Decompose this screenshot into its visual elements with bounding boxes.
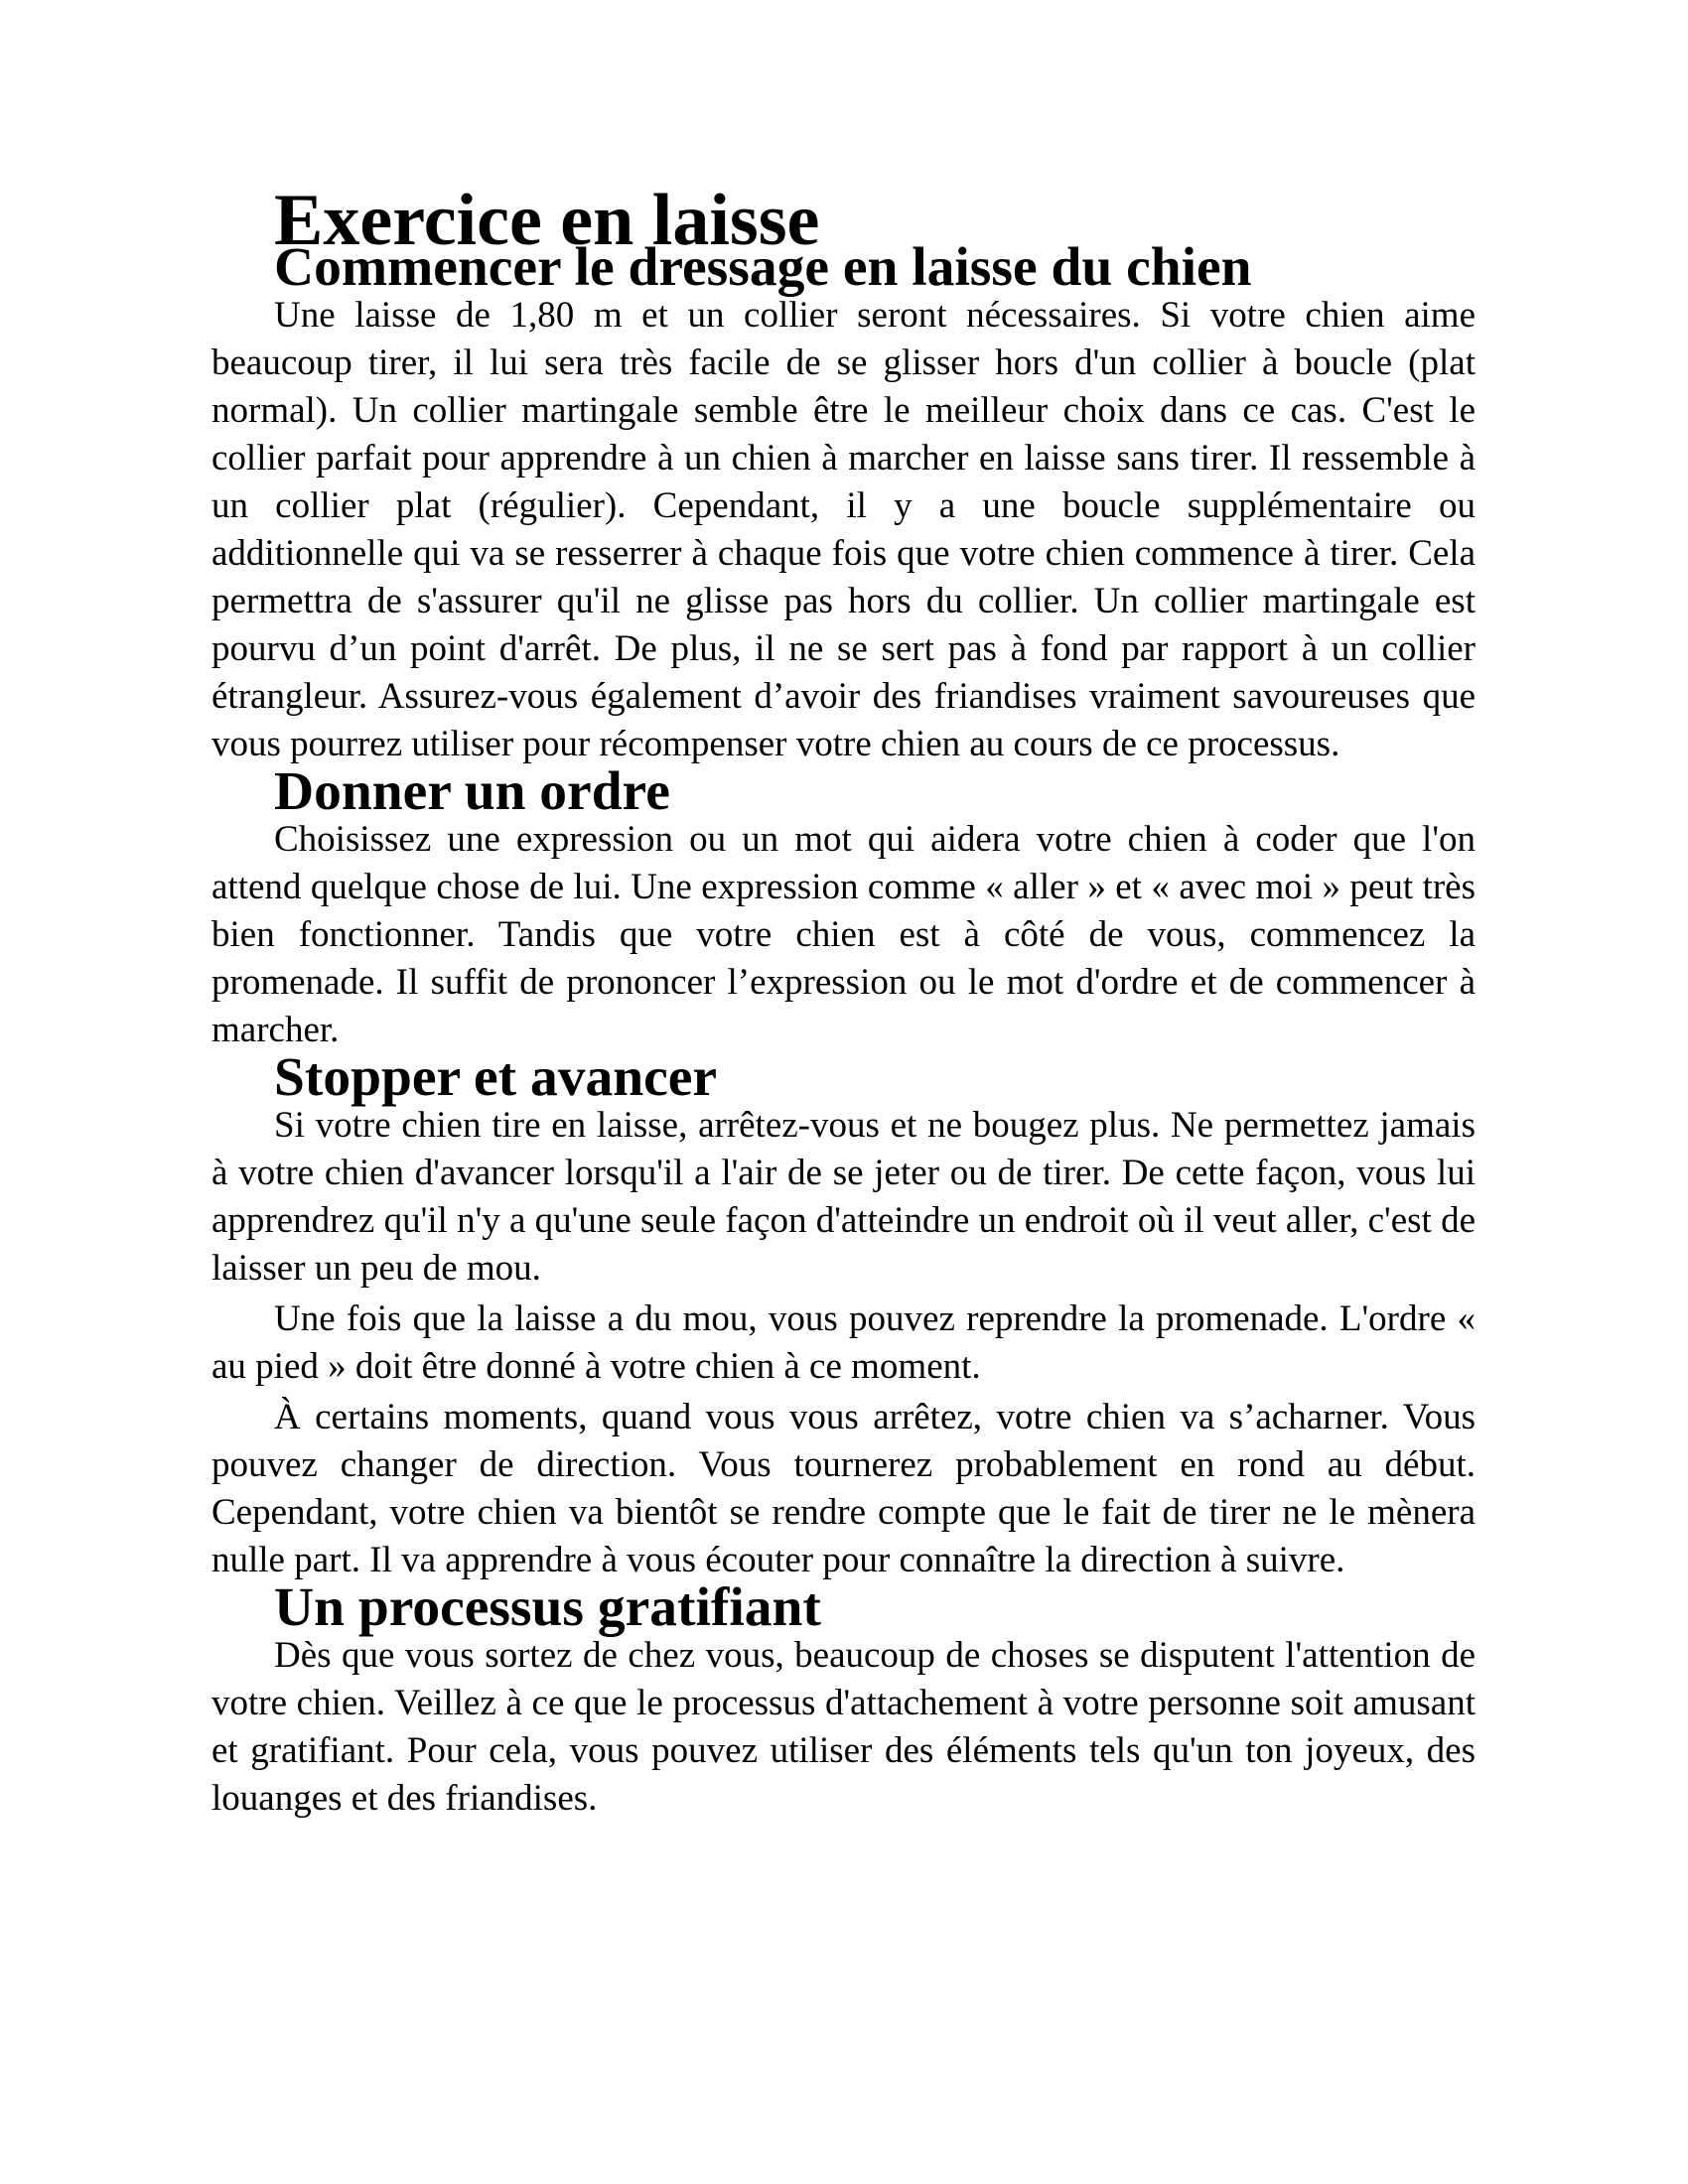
paragraph-equipment: Une laisse de 1,80 m et un collier seront nécessaires. Si votre chien aime beaucoup tirer, il lui sera très facile de se glisser hors d'un collier à boucle (plat normal). Un collier martingale semble être le meilleur choix dans ce cas. C'est le collier parfait pour apprendre à un chien à marcher en laisse sans tirer. Il ressemble à un collier plat (régulier). Cependant, il y a une boucle supplémentaire ou additionnelle qui va se resserrer à chaque fois que votre chien commence à tirer. Cela permettra de s'assurer qu'il ne glisse pas hors du collier. Un collier martingale est pourvu d’un point d'arrêt. De plus, il ne se sert pas à fond par rapport à un collier étrangleur. Assurez-vous également d’avoir des friandises vraiment savoureuses que vous pourrez utiliser pour récompenser votre chien au cours de ce processus. (211, 295, 1476, 764)
paragraph-stop: Si votre chien tire en laisse, arrêtez-vous et ne bougez plus. Ne permettez jamais à votre chien d'avancer lorsqu'il a l'air de se jeter ou de tirer. De cette façon, vous lui apprendrez qu'il n'y a qu'une seule façon d'atteindre un endroit où il veut aller, c'est de laisser un peu de mou. (211, 1105, 1476, 1289)
heading-stop-and-go: Stopper et avancer (274, 1047, 717, 1108)
heading-start-leash-training: Commencer le dressage en laisse du chien (274, 237, 1252, 298)
paragraph-change-direction: À certains moments, quand vous vous arrêtez, votre chien va s’acharner. Vous pouvez changer de direction. Vous tournerez probablement en rond au début. Cependant, votre chien va bientôt se rendre compte que le fait de tirer ne le mènera nulle part. Il va apprendre à vous écouter pour connaître la direction à suivre. (211, 1397, 1476, 1580)
section-title: Exercice en laisse (274, 180, 820, 261)
heading-rewarding-process: Un processus gratifiant (274, 1577, 821, 1638)
paragraph-resume: Une fois que la laisse a du mou, vous pouvez reprendre la promenade. L'ordre « au pied » doit être donné à votre chien à ce moment. (211, 1298, 1476, 1387)
paragraph-rewarding: Dès que vous sortez de chez vous, beaucoup de choses se disputent l'attention de votre chien. Veillez à ce que le processus d'attachement à votre personne soit amusant et gratifiant. Pour cela, vous pouvez utiliser des éléments tels qu'un ton joyeux, des louanges et des friandises. (211, 1635, 1476, 1819)
document-page (211, 180, 1476, 1823)
heading-give-command: Donner un ordre (274, 761, 670, 822)
paragraph-command: Choisissez une expression ou un mot qui aidera votre chien à coder que l'on attend quelque chose de lui. Une expression comme « aller » et « avec moi » peut très bien fonctionner. Tandis que votre chien est à côté de vous, commencez la promenade. Il suffit de prononcer l’expression ou le mot d'ordre et de commencer à marcher. (211, 819, 1476, 1050)
